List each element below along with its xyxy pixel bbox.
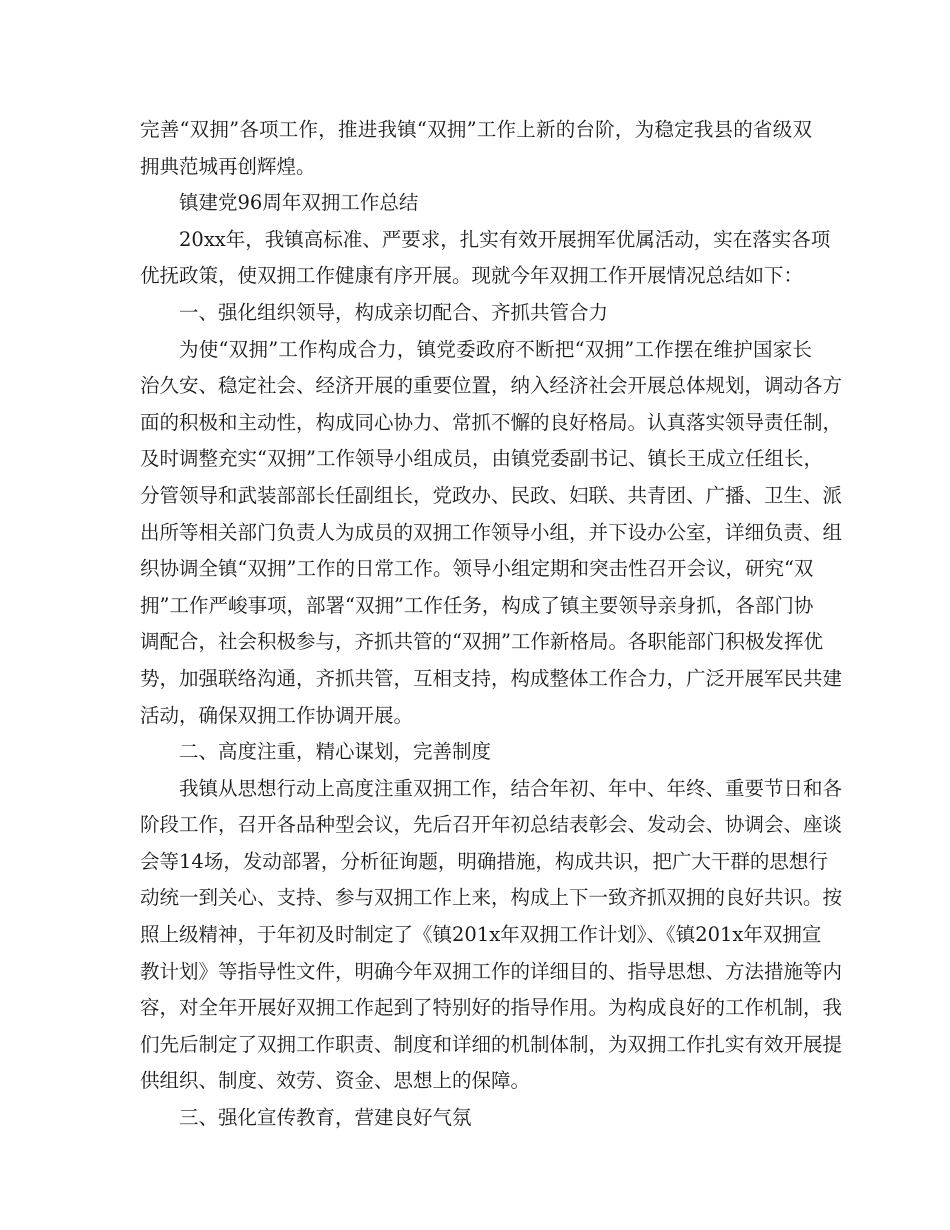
text-line: 照上级精神，于年初及时制定了《镇201x年双拥工作计划》、《镇201x年双拥宣 — [140, 923, 822, 947]
text-line: 治久安、稳定社会、经济开展的重要位置，纳入经济社会开展总体规划，调动各方 — [140, 374, 843, 398]
text-line: 拥典范城再创辉煌。 — [140, 154, 316, 178]
section-title: 镇建党96周年双拥工作总结 — [179, 191, 419, 215]
text-line: 我镇从思想行动上高度注重双拥工作，结合年初、年中、年终、重要节日和各 — [179, 776, 843, 800]
text-line: 会等14场，发动部署，分析征询题，明确措施，构成共识，把广大干群的思想行 — [140, 849, 828, 873]
text-line: 为使“双拥”工作构成合力，镇党委政府不断把“双拥”工作摆在维护国家长 — [179, 337, 812, 361]
text-line: 完善“双拥”各项工作，推进我镇“双拥”工作上新的台阶，为稳定我县的省级双 — [140, 118, 812, 141]
text-line: 教计划》等指导性文件，明确今年双拥工作的详细目的、指导思想、方法措施等内 — [140, 959, 843, 983]
text-line: 阶段工作，召开各品种型会议，先后召开年初总结表彰会、发动会、协调会、座谈 — [140, 813, 843, 837]
text-line: 20xx年，我镇高标准、严要求，扎实有效开展拥军优属活动，实在落实各项 — [179, 227, 831, 251]
text-line: 供组织、制度、效劳、资金、思想上的保障。 — [140, 1069, 531, 1093]
section-heading: 三、强化宣传教育，营建良好气氛 — [179, 1106, 472, 1130]
text-line: 势，加强联络沟通，齐抓共管，互相支持，构成整体工作合力，广泛开展军民共建 — [140, 666, 843, 690]
text-line: 调配合，社会积极参与，齐抓共管的“双拥”工作新格局。各职能部门积极发挥优 — [140, 630, 823, 654]
text-line: 容，对全年开展好双拥工作起到了特别好的指导作用。为构成良好的工作机制，我 — [140, 996, 843, 1020]
text-line: 织协调全镇“双拥”工作的日常工作。领导小组定期和突击性召开会议，研究“双 — [140, 557, 814, 581]
text-line: 优抚政策，使双拥工作健康有序开展。现就今年双拥工作开展情况总结如下： — [140, 264, 804, 288]
text-line: 及时调整充实“双拥”工作领导小组成员，由镇党委副书记、镇长王成立任组长， — [140, 447, 823, 471]
text-line: 拥”工作严峻事项，部署“双拥”工作任务，构成了镇主要领导亲身抓，各部门协 — [140, 593, 814, 617]
text-line: 动统一到关心、支持、参与双拥工作上来，构成上下一致齐抓双拥的良好共识。按 — [140, 886, 843, 910]
document-body — [140, 112, 843, 1137]
section-heading: 二、高度注重，精心谋划，完善制度 — [179, 740, 492, 764]
section-heading: 一、强化组织领导，构成亲切配合、齐抓共管合力 — [179, 300, 609, 324]
text-line: 分管领导和武装部部长任副组长，党政办、民政、妇联、共青团、广播、卫生、派 — [140, 483, 843, 507]
text-line: 们先后制定了双拥工作职责、制度和详细的机制体制，为双拥工作扎实有效开展提 — [140, 1032, 843, 1056]
text-line: 面的积极和主动性，构成同心协力、常抓不懈的良好格局。认真落实领导责任制， — [140, 410, 843, 434]
text-line: 出所等相关部门负责人为成员的双拥工作领导小组，并下设办公室，详细负责、组 — [140, 520, 843, 544]
text-line: 活动，确保双拥工作协调开展。 — [140, 703, 414, 727]
